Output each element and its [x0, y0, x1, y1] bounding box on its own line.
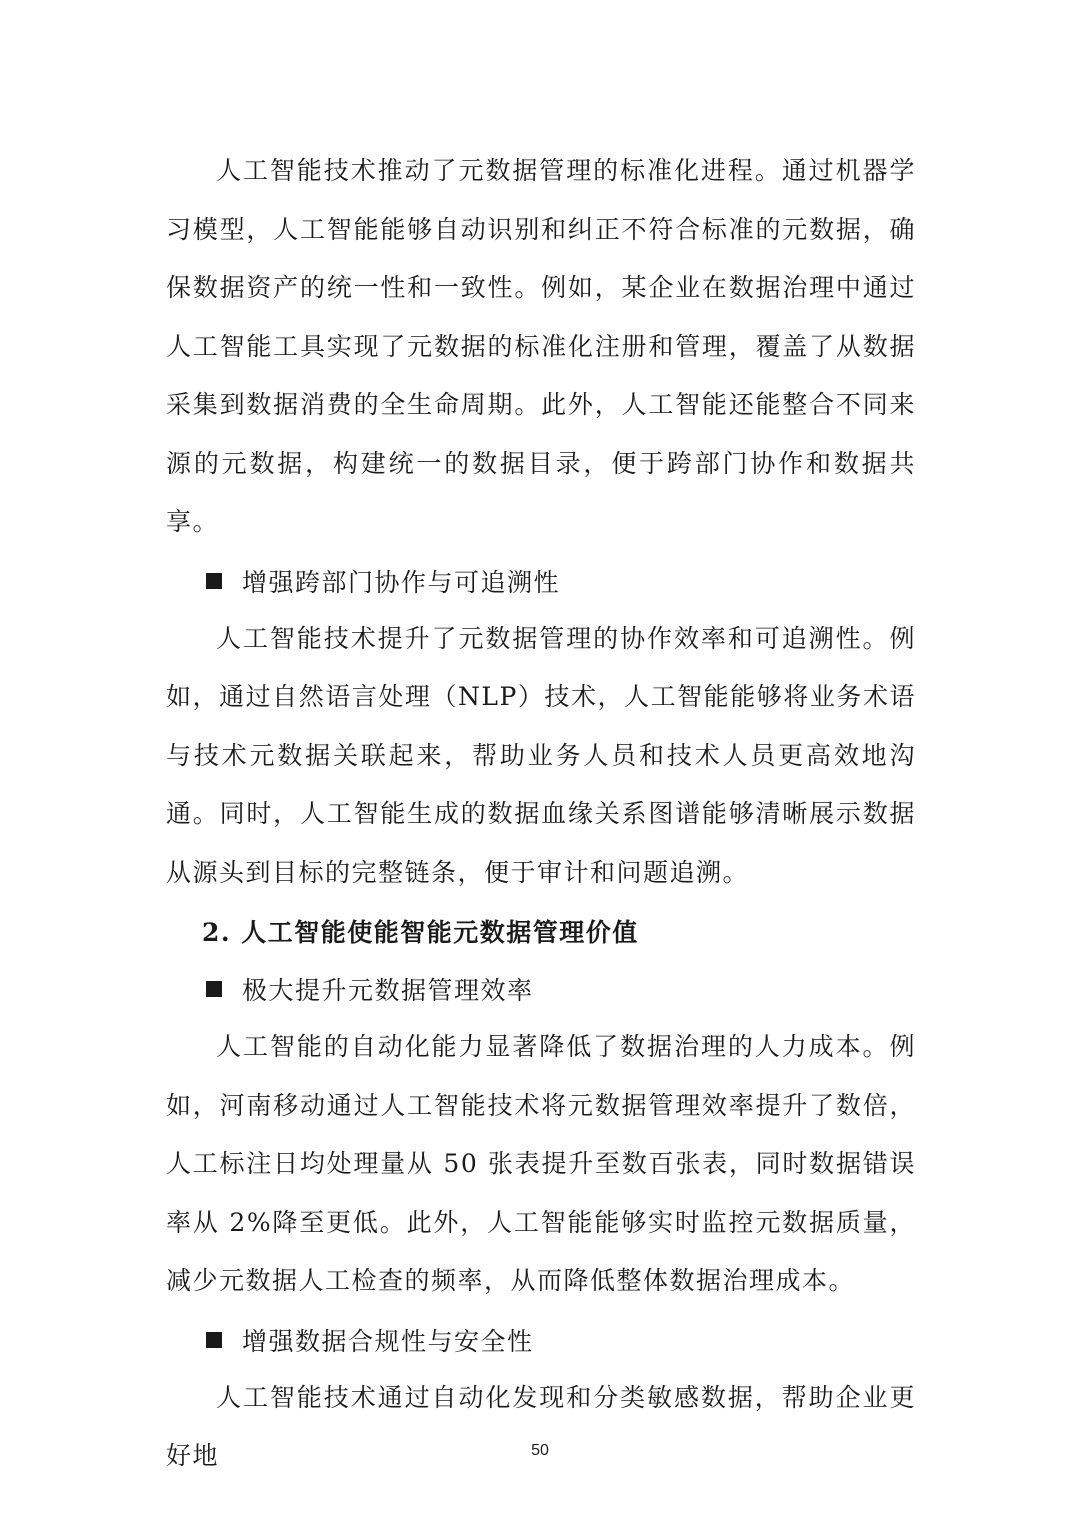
bullet-label: 极大提升元数据管理效率 [242, 976, 534, 1005]
bullet-label: 增强跨部门协作与可追溯性 [242, 567, 561, 597]
bullet-efficiency [166, 960, 916, 1018]
paragraph-compliance: 人工智能技术通过自动化发现和分类敏感数据，帮助企业更好地 [166, 1382, 916, 1470]
paragraph-collaboration: 人工智能技术提升了元数据管理的协作效率和可追溯性。例如，通过自然语言处理（NLP）技术，人工智能能够将业务术语与技术元数据关联起来，帮助业务人员和技术人员更高效地沟通。同时，人工智能生成的数据血缘关系图谱能够清晰展示数据从源头到目标的完整链条，便于审计和问题追溯。 [166, 623, 916, 887]
square-bullet-icon [206, 981, 222, 997]
square-bullet-icon [206, 1332, 222, 1348]
paragraph-standardization: 人工智能技术推动了元数据管理的标准化进程。通过机器学习模型，人工智能能够自动识别和纠正不符合标准的元数据，确保数据资产的统一性和一致性。例如，某企业在数据治理中通过人工智能工具实现了元数据的标准化注册和管理，覆盖了从数据采集到数据消费的全生命周期。此外，人工智能还能整合不同来源的元数据，构建统一的数据目录，便于跨部门协作和数据共享。 [166, 156, 916, 536]
page-number: 50 [531, 1442, 549, 1459]
section-heading: 2. 人工智能使能智能元数据管理价值 [202, 918, 639, 947]
square-bullet-icon [206, 573, 222, 589]
paragraph-efficiency: 人工智能的自动化能力显著降低了数据治理的人力成本。例如，河南移动通过人工智能技术将元数据管理效率提升了数倍，人工标注日均处理量从 50 张表提升至数百张表，同时数据错误率从 2%降至更低。此外，人工智能能够实时监控元数据质量，减少元数据人工检查的频率，从而降低整体数据治理成本。 [166, 1032, 916, 1295]
bullet-label: 增强数据合规性与安全性 [242, 1326, 534, 1356]
bullet-compliance [166, 1311, 916, 1369]
bullet-collaboration [166, 552, 916, 610]
document-body [166, 142, 916, 1486]
